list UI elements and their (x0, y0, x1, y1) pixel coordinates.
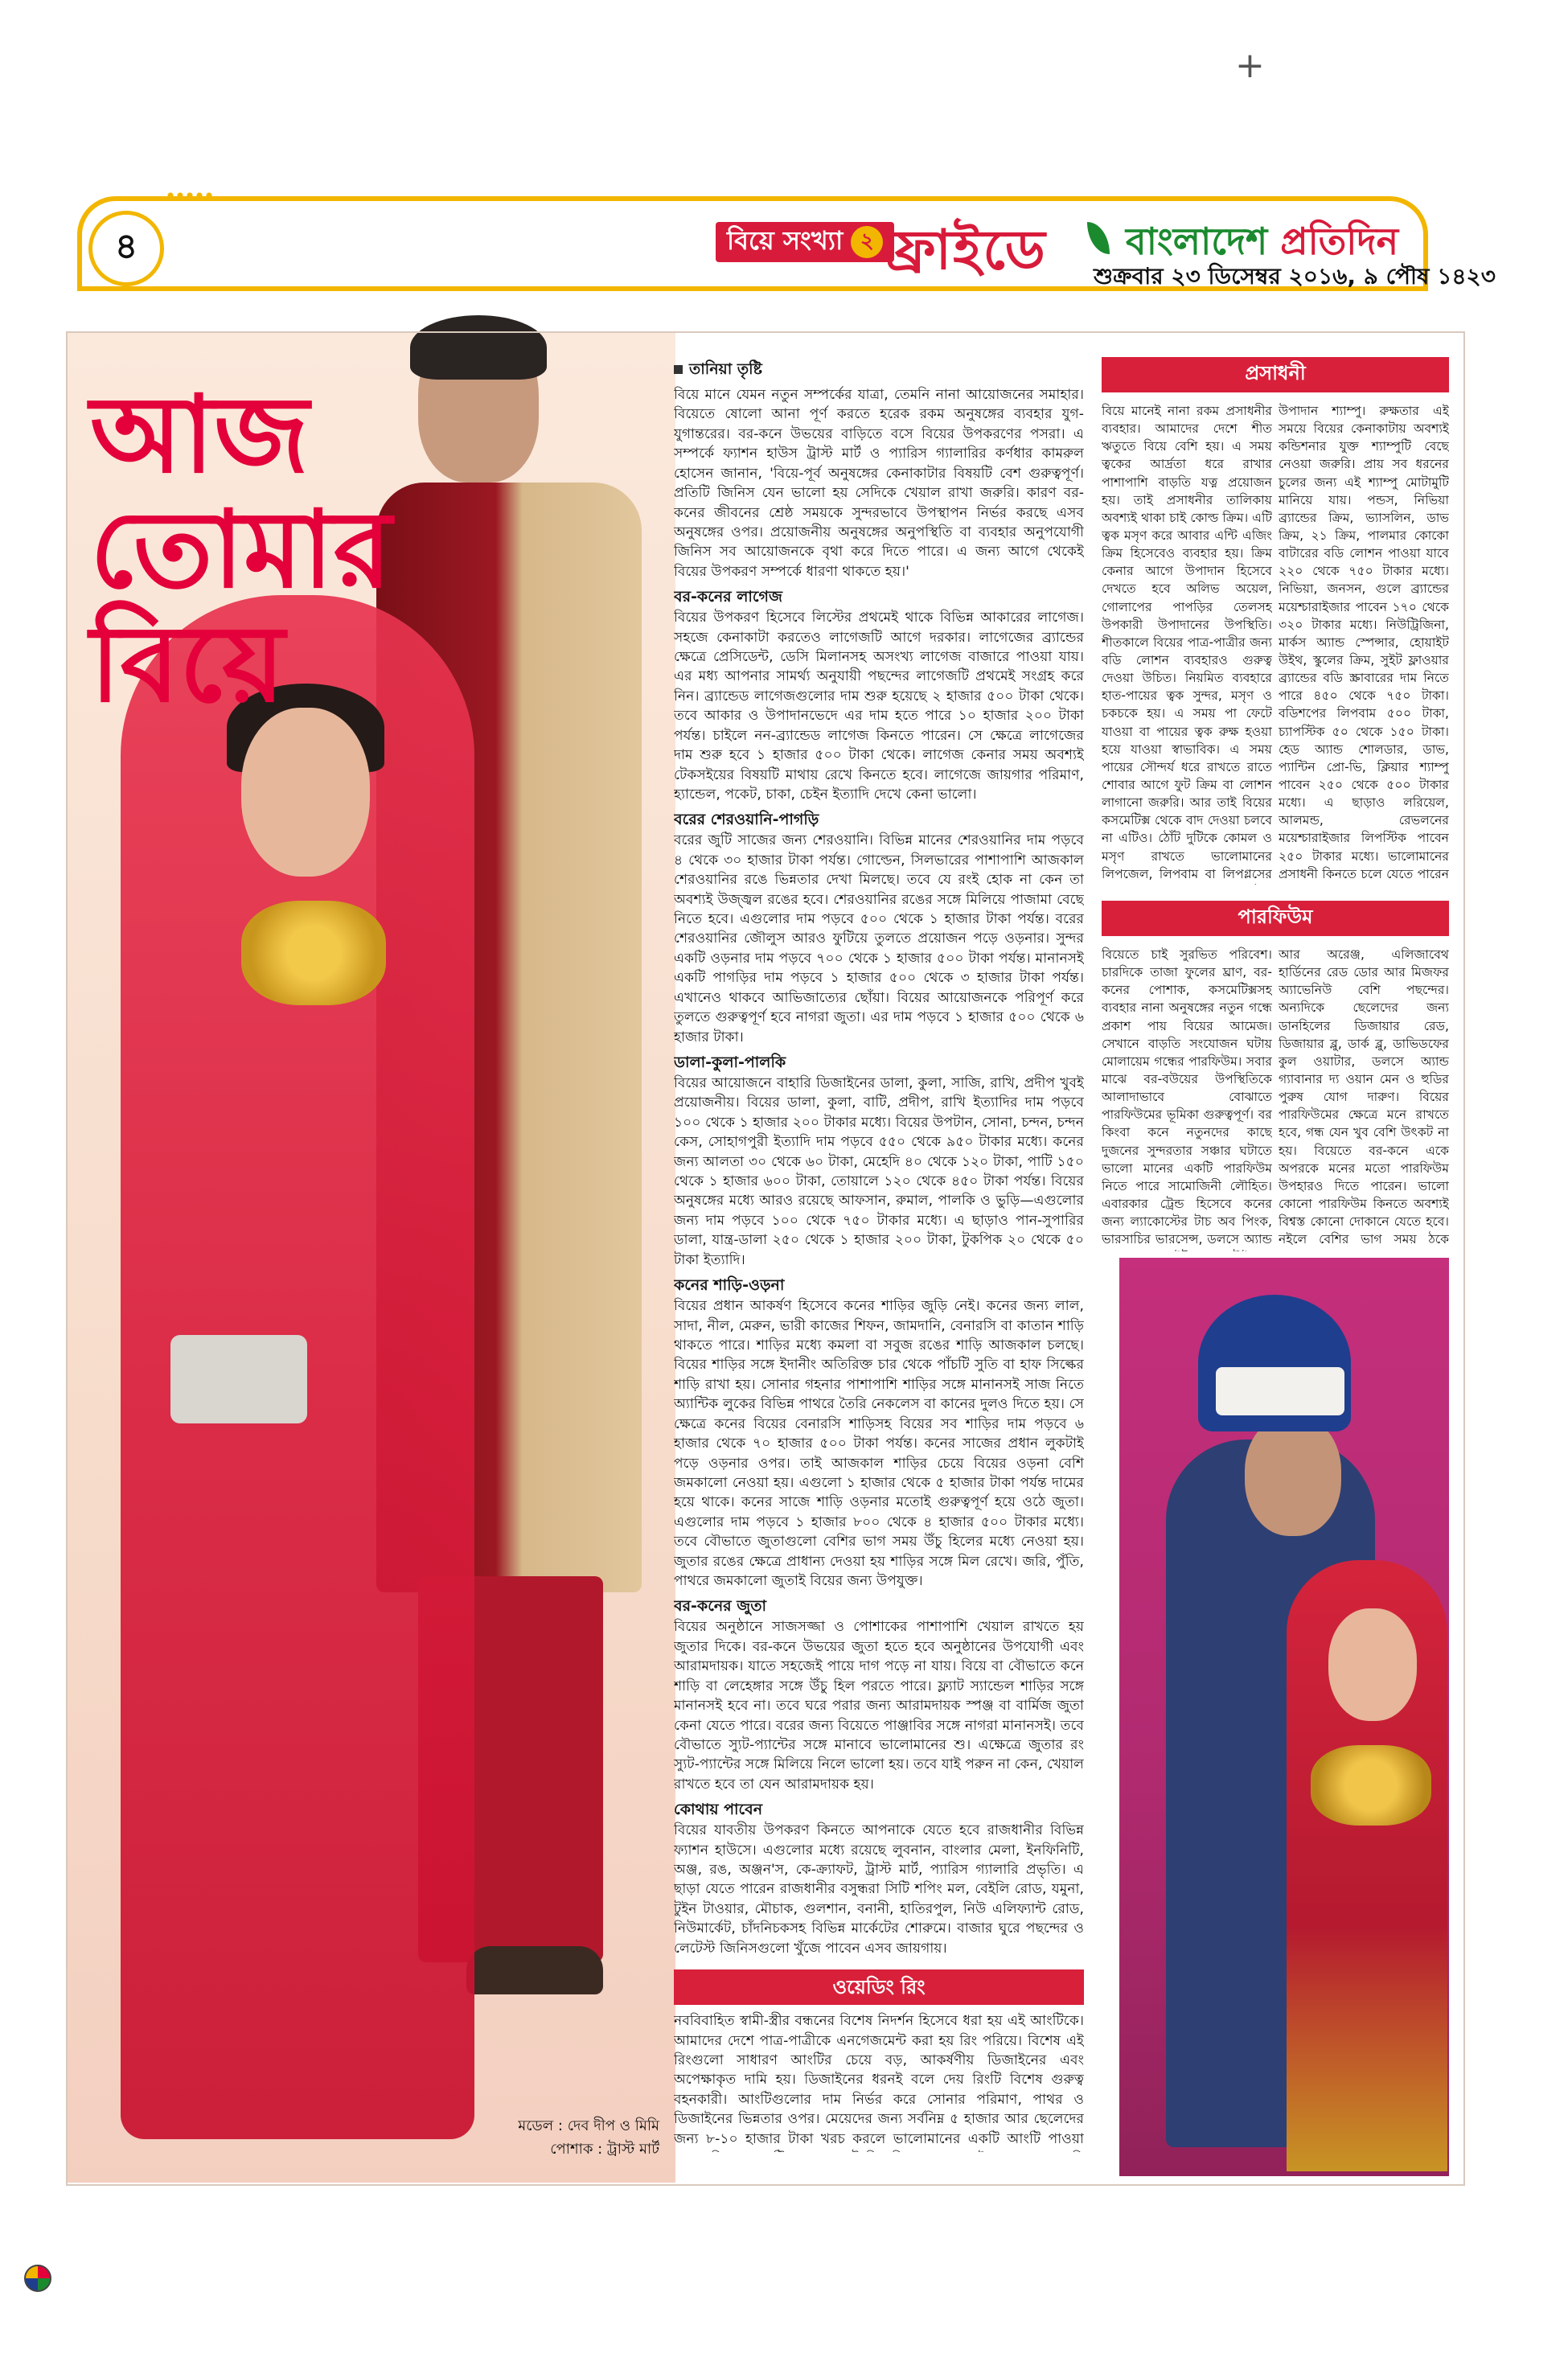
section-text-sherwani: বরের জুটি সাজের জন্য শেরওয়ানি। বিভিন্ন মানের শেরওয়ানির দাম পড়বে ৪ থেকে ৩০ হাজার টাকা পর্যন্ত। গোল্ডেন, সিলভারের পাশাপাশি আজকাল শেরওয়ানির রঙে ভিন্নতার দেখা মিলছে। তবে যে রংই হোক না কেন তা অবশ্যই উজ্জ্বল রঙের হবে। শেরওয়ানির রঙের সঙ্গে মিলিয়ে পাজামা বেছে নিতে হবে। এগুলোর দাম পড়বে ৫০০ থেকে ১ হাজার টাকা পর্যন্ত। বরের শেরওয়ানির জৌলুস আরও ফুটিয়ে তুলতে প্রয়োজন পড়ে ওড়নার। সুন্দর একটি ওড়নার দাম পড়বে ৭০০ থেকে ১ হাজার ৫০০ টাকা পর্যন্ত। মানানসই একটি পাগড়ির দাম পড়বে ১ হাজার ৫০০ থেকে ৩ হাজার টাকা পর্যন্ত। এখানেও থাকবে আভিজাত্যের ছোঁয়া। বিয়ের আয়োজনকে পরিপূর্ণ করে তুলতে গুরুত্বপূর্ণ হবে নাগরা জুতা। এর দাম পড়বে ১ হাজার ৫০০ থেকে ৬ হাজার টাকা। (674, 832, 1084, 1045)
section-title-dala: ডালা-কুলা-পালকি (674, 1053, 786, 1071)
section-title-sherwani: বরের শেরওয়ানি-পাগড়ি (674, 811, 819, 829)
section-text-where: বিয়ের যাবতীয় উপকরণ কিনতে আপনাকে যেতে হবে রাজধানীর বিভিন্ন ফ্যাশন হাউসে। এগুলোর মধ্যে রয়েছে লুবনান, বাংলার মেলা, ইনফিনিটি, অঞ্জ, রঙ, অঞ্জন'স, কে-ক্র্যাফট, ট্রাস্ট মার্ট, প্যারিস গ্যালারি প্রভৃতি। এ ছাড়া যেতে পারেন রাজধানীর বসুন্ধরা সিটি শপিং মল, বেইলি রোড, যমুনা, টুইন টাওয়ার, মৌচাক, গুলশান, বনানী, হাতিরপুল, নিউ এলিফ্যান্ট রোড, নিউমার্কেট, চাঁদনিচকসহ বিভিন্ন মার্কেটের শোরুমে। বাজার ঘুরে পছন্দের ও লেটেস্ট জিনিসগুলো খুঁজে পাবেন এসব জায়গায়। (674, 1822, 1084, 1957)
byline: তানিয়া তৃষ্টি (674, 359, 1084, 380)
supplement-label: বিয়ে সংখ্যা (727, 225, 844, 256)
wedding-ring-text: নববিবাহিত স্বামী-স্ত্রীর বন্ধনের বিশেষ নিদর্শন হিসেবে ধরা হয় এই আংটিকে। আমাদের দেশে পাত্র-পাত্রীকে এনগেজমেন্ট করা হয় রিং পরিয়ে। বিশেষ এই রিংগুলো সাধারণ আংটির চেয়ে বড়, আকর্ষণীয় ডিজাইনের এবং অপেক্ষাকৃত দামি হয়। ডিজাইনের ধরনই বলে দেয় রিংটি বিশেষ গুরুত্ব বহনকারী। আংটিগুলোর দাম নির্ভর করে সোনার পরিমাণ, পাথর ও ডিজাইনের ভিন্নতার ওপর। মেয়েদের জন্য সর্বনিম্ন ৫ হাজার আর ছেলেদের জন্য ৮-১০ হাজার টাকা খরচ করলে ভালোমানের একটি আংটি পাওয়া (674, 2013, 1084, 2147)
supplement-number: ২ (851, 226, 883, 258)
section-text-dala: বিয়ের আয়োজনে বাহারি ডিজাইনের ডালা, কুলা, সাজি, রাখি, প্রদীপ খুবই প্রয়োজনীয়। বিয়ের ডালা, কুলা, বাটি, প্রদীপ, রাখি ইত্যাদির দাম পড়বে ১০০ থেকে ১ হাজার ২০০ টাকার মধ্যে। বিয়ের উপটান, সোনা, চন্দন, চন্দন কেস, সোহাগপুরী ইত্যাদি দাম পড়বে ৫৫০ থেকে ৯৫০ টাকার মধ্যে। কনের জন্য আলতা ৩০ থেকে ৬০ টাকা, মেহেদি ৪০ থেকে ১২০ টাকা, পাটি ১৫০ থেকে ১ হাজার ৬০০ টাকা, তোয়ালে ১২০ থেকে ৪৫০ টাকা পর্যন্ত। বিয়ের অনুষঙ্গের মধ্যে আরও রয়েছে আফসান, রুমাল, পালকি ও ভুড়ি—এগুলোর জন্য দাম পড়বে ১০০ থেকে ৭৫০ টাকার মধ্যে। এ ছাড়াও পান-সুপারির ডালা, যান্ত্র-ডালা ২৫০ থেকে ১ হাজার ২০০ টাকা, টুকপিক ২০ থেকে ৫০ টাকা ইত্যাদি। (674, 1074, 1084, 1268)
perfume-bar: পারফিউম (1102, 901, 1449, 936)
section-title: ফ্রাইডে (886, 218, 1047, 282)
section-title-saree: কনের শাড়ি-ওড়না (674, 1276, 785, 1295)
section-title-where: কোথায় পাবেন (674, 1801, 763, 1819)
content-border (66, 331, 1465, 2186)
registration-cross: + (1235, 45, 1265, 86)
section-text-shoes: বিয়ের অনুষ্ঠানে সাজসজ্জা ও পোশাকের পাশাপাশি খেয়াল রাখতে হয় জুতার দিকে। বর-কনে উভয়ের জুতা হতে হবে অনুষ্ঠানের উপযোগী এবং আরামদায়ক। যাতে সহজেই পায়ে দাগ পড়ে না যায়। বিয়ে বা বৌভাতে কনে শাড়ি বা লেহেঙ্গার সঙ্গে উঁচু হিল পরতে পারে। ফ্ল্যাট স্যান্ডেল শাড়ির সঙ্গে মানানসই হবে না। তবে ঘরে পরার জন্য আরামদায়ক স্পঞ্জ বা বার্মিজ জুতা কেনা যেতে পারে। বরের জন্য বিয়েতে পাঞ্জাবির সঙ্গে নাগরা মানানসই। তবে বৌভাতে স্যুট-প্যান্টের সঙ্গে মানাবে ভালোমানের শু। এক্ষেত্রে জুতার রং স্যুট-প্যান্টের সঙ্গে মিলিয়ে নিলে ভালো হয়। তবে যাই পরুন না কেন, খেয়াল রাখতে হবে তা যেন আরামদায়ক হয়। (674, 1619, 1084, 1793)
section-text-saree: বিয়ের প্রধান আকর্ষণ হিসেবে কনের শাড়ির জুড়ি নেই। কনের জন্য লাল, সাদা, নীল, মেরুন, ভারী কাজের শিফন, জামদানি, বেনারসি বা কাতান শাড়ি থাকতে পারে। শাড়ির মধ্যে কমলা বা সবুজ রঙের শাড়ি আজকাল চলছে। বিয়ের শাড়ির সঙ্গে ইদানীং অতিরিক্ত চার থেকে পাঁচটি সুতি বা হাফ সিল্কের শাড়ি রাখা হয়। সোনার গহনার পাশাপাশি শাড়ির সঙ্গে মানানসই সাজ নিতে অ্যান্টিক লুকের বিভিন্ন পাথরে তৈরি নেকলেস বা কানের দুলও দিতে হয়। সে ক্ষেত্রে কনের বিয়ের বেনারসি শাড়িসহ বিয়ের সব শাড়ির দাম পড়বে ৬ হাজার থেকে ৭০ হাজার ৫০০ টাকা পর্যন্ত। কনের সাজের প্রধান লুকটাই পড়ে ওড়নার ওপর। তাই আজকাল শাড়ির চেয়ে বিয়ের ওড়না বেশি জমকালো নেওয়া হয়। এগুলো ১ হাজার থেকে ৫ হাজার টাকা পর্যন্ত দামের হয়ে থাকে। কনের সাজে শাড়ি ওড়নার মতোই গুরুত্বপূর্ণ হয়ে ওঠে জুতা। এগুলোর দাম পড়বে ১ হাজার ৮০০ থেকে ৪ হাজার ৫০০ টাকার মধ্যে। তবে বৌভাতে জুতাগুলো বেশির ভাগ সময় উঁচু হিলের মধ্যে নেওয়া হয়। জুতার রঙের ক্ষেত্রে প্রাধান্য দেওয়া হয় শাড়ির সঙ্গে মিল রেখে। জরি, পুঁতি, পাথরে জমকালো জুতাই বিয়ের জন্য উপযুক্ত। (674, 1298, 1084, 1590)
credit-models: মডেল : দেব দীপ ও মিমি (518, 2117, 659, 2134)
date-line: শুক্রবার ২৩ ডিসেম্বর ২০১৬, ৯ পৌষ ১৪২৩ (1094, 263, 1496, 290)
page-number: ৪ (88, 211, 164, 286)
wedding-ring-bar: ওয়েডিং রিং (674, 1969, 1084, 2005)
headline-line2: তোমার (90, 487, 392, 612)
cosmetics-bar: প্রসাধনী (1102, 357, 1449, 392)
article-intro: বিয়ে মানে যেমন নতুন সম্পর্কের যাত্রা, তেমনি নানা আয়োজনের সমাহার। বিয়েতে ষোলো আনা পূর্ণ করতে হরেক রকম অনুষঙ্গের ব্যবহার যুগ-যুগান্তরের। বর-কনে উভয়ের বাড়িতে বসে বিয়ের উপকরণের পসরা। এ সম্পর্কে ফ্যাশন হাউস ট্রাস্ট মার্ট ও প্যারিস গ্যালারির কর্ণধার কামরুল হোসেন জানান, 'বিয়ে-পূর্ব অনুষঙ্গের কেনাকাটার বিষয়টি বেশ গুরুত্বপূর্ণ। প্রতিটি জিনিস যেন ভালো হয় সেদিকে খেয়াল রাখা জরুরি। কারণ বর-কনের জীবনের শ্রেষ্ঠ সময়কে সুন্দরভাবে উপস্থাপন নির্ভর করছে এসব অনুষঙ্গের ওপর। প্রয়োজনীয় অনুষঙ্গের অনুপস্থিতি বা ব্যবহার অনুপযোগী জিনিস সব আয়োজনকে বৃথা করে দিতে পারে। এ জন্য আগে থেকেই বিয়ের উপকরণ সম্পর্কে ধারণা থাকতে হয়।' (674, 386, 1084, 580)
cosmetics-col1: বিয়ে মানেই নানা রকম প্রসাধনীর ব্যবহার। আমাদের দেশে শীত ঋতুতে বিয়ে বেশি হয়। এ সময় ত্বকের আর্দ্রতা ধরে রাখার পাশাপাশি বাড়তি যত্ন প্রয়োজন হয়। তাই প্রসাধনীর তালিকায় অবশ্যই থাকা চাই কোল্ড ক্রিম। এটি ত্বক মসৃণ করে আবার এন্টি এজিং ক্রিম হিসেবেও ব্যবহার হয়। ক্রিম কেনার আগে উপাদান হিসেবে দেখতে হবে অলিভ অয়েল, গোলাপের পাপড়ির তেলসহ উপকারী উপাদানের উপস্থিতি। শীতকালে বিয়ের পাত্র-পাত্রীর জন্য বডি লোশন ব্যবহারও গুরুত্ব দেওয়া উচিত। নিয়মিত ব্যবহারে হাত-পায়ের ত্বক সুন্দর, মসৃণ ও চকচকে হয়। এ সময় পা ফেটে যাওয়া বা পায়ের ত্বক রুক্ষ হওয়া হয়ে যাওয়া স্বাভাবিক। এ সময় পায়ের সৌন্দর্য ধরে রাখতে রাতে শোবার আগে ফুট ক্রিম বা লোশন লাগানো জরুরি। আর তাই বিয়ের কসমেটিক্স থেকে বাদ দেওয়া চলবে না এটিও। ঠোঁট দুটিকে কোমল ও মসৃণ রাখতে ভালোমানের লিপজেল, লিপবাম বা লিপগ্লসের (1102, 404, 1272, 881)
supplement-tag (716, 222, 894, 262)
headline-line1: আজ (90, 372, 310, 497)
section-text-luggage: বিয়ের উপকরণ হিসেবে লিস্টের প্রথমেই থাকে বিভিন্ন আকারের লাগেজ। সহজে কেনাকাটা করতেও লাগেজটি আগে দরকার। লাগেজের ব্র্যান্ডের ক্ষেত্রে প্রেসিডেন্ট, ডেসি মিলানসহ অসংখ্য লাগেজ বাজারে পাওয়া যায়। এর মধ্য আপনার সামর্থ্য অনুযায়ী পছন্দের লাগেজটি প্রথমেই সংগ্রহ করে নিন। ব্র্যান্ডেড লাগেজগুলোর দাম শুরু হয়েছে ২ হাজার ৫০০ টাকা থেকে। তবে আকার ও উপাদানভেদে এর দাম হতে পারে ১০ হাজার ২০০ টাকা পর্যন্ত। চাইলে নন-ব্র্যান্ডেড লাগেজ কিনতে পারেন। সে ক্ষেত্রে লাগেজের দাম শুরু হবে ১ হাজার ৫০০ টাকা থেকে। লাগেজ কেনার সময় অবশ্যই টেকসইয়ের বিষয়টি মাথায় রেখে কিনতে হবে। লাগেজে জায়গার পরিমাণ, হ্যান্ডেল, পকেট, চাকা, চেইন ইত্যাদি দেখে কেনা ভালো। (674, 610, 1084, 803)
section-title-luggage: বর-কনের লাগেজ (674, 588, 782, 606)
logo-part2: প্রতিদিন (1280, 220, 1399, 263)
header-dots (166, 191, 214, 199)
headline-line3: বিয়ে (90, 602, 285, 727)
logo-part1: বাংলাদেশ (1126, 220, 1281, 263)
section-title-shoes: বর-কনের জুতা (674, 1597, 767, 1616)
cosmetics-col2: উপাদান শ্যাম্পু। রুক্ষতার এই সময়ে বিয়ের কেনাকাটায় অবশ্যই কন্ডিশনার যুক্ত শ্যাম্পুটি বেছে নেওয়া জরুরি। প্রায় সব ধরনের চুলের জন্য এই শ্যাম্পু মোটামুটি মানিয়ে যায়। পন্ডস, নিভিয়া ব্র্যান্ডের ক্রিম, ভ্যাসলিন, ডাভ ক্রিম, ২১ ক্রিম, পালমার কোকো বাটারের বডি লোশন পাওয়া যাবে ২২০ থেকে ৭৫০ টাকার মধ্যে। নিভিয়া, জনসন, গুলে ব্র্যান্ডের ময়েশ্চারাইজার পাবেন ১৭০ থেকে ৩২০ টাকার মধ্যে। নিউট্রিজিনা, মার্কস অ্যান্ড স্পেন্সার, হোয়াইট উইথ, স্কুলের ক্রিম, সুইট ফ্লাওয়ার ব্র্যান্ডের বডি স্ক্রাবারের দাম নিতে পারে ৪৫০ থেকে ৭৫০ টাকা। বডিশপের লিপবাম ৫০০ টাকা, চ্যাপস্টিক ৫০ থেকে ১৫০ টাকা। হেড অ্যান্ড শোলডার, ডাভ, প্যান্টিন প্রো-ভি, ক্লিয়ার শ্যাম্পু পাবেন ২৫০ থেকে ৫০০ টাকার মধ্যে। এ ছাড়াও লরিয়েল, আলমন্ড, রেভলনের ময়েশ্চারাইজার লিপস্টিক পাবেন ২৫০ টাকার মধ্যে। ভালোমানের প্রসাধনী কিনতে চলে যেতে পারেন (1279, 404, 1449, 881)
registration-mark (24, 2265, 51, 2292)
perfume-col1: বিয়েতে চাই সুরভিত পরিবেশ। চারদিকে তাজা ফুলের ঘ্রাণ, বর-কনের পোশাক, কসমেটিক্সসহ ব্যবহার নানা অনুষঙ্গের নতুন গন্ধে প্রকাশ পায় বিয়ের আমেজ। সেখানে বাড়তি সংযোজন ঘটায় মোলায়েম গন্ধের পারফিউম। সবার মাঝে বর-বউয়ের উপস্থিতিকে আলাদাভাবে বোঝাতে পারফিউমের ভূমিকা গুরুত্বপূর্ণ। বর কিংবা কনে নতুনদের কাছে দুজনের সুন্দরতার সঞ্চার ঘটাতে ভালো মানের একটি পারফিউম নিতে পারে সামোজিনী লৌহিত। এবারকার ট্রেন্ড হিসেবে কনের জন্য ল্যাকোস্টের টাচ অব পিংক, ভারসাচির ভারসেন্স, ডলসে অ্যান্ড (1102, 947, 1272, 1247)
credit-costume: পোশাক : ট্রাস্ট মার্ট (550, 2140, 659, 2158)
perfume-col2: আর অরেঞ্জ, এলিজাবেথ হার্ডিনের রেড ডোর আর মিজফর অ্যাভেনিউ বেশি পছন্দের। অন্যদিকে ছেলেদের জন্য ডানহিলের ডিজায়ার রেড, ডিজায়ার ব্লু, ডার্ক ব্লু, ডাভিডফের কুল ওয়াটার, ডলসে অ্যান্ড গ্যাবানার দ্য ওয়ান মেন ও হুডির পুরুষ যোগ দারুণ। বিয়ের পারফিউমের ক্ষেত্রে মনে রাখতে হবে, গন্ধ যেন খুব বেশি উৎকট না হয়। বিয়েতে বর-কনে একে অপরকে মনের মতো পারফিউম উপহারও দিতে পারেন। ভালো কোনো পারফিউম কিনতে অবশ্যই বিশ্বস্ত কোনো দোকানে যেতে হবে। নইলে বেশির ভাগ সময় ঠকে (1279, 947, 1449, 1247)
